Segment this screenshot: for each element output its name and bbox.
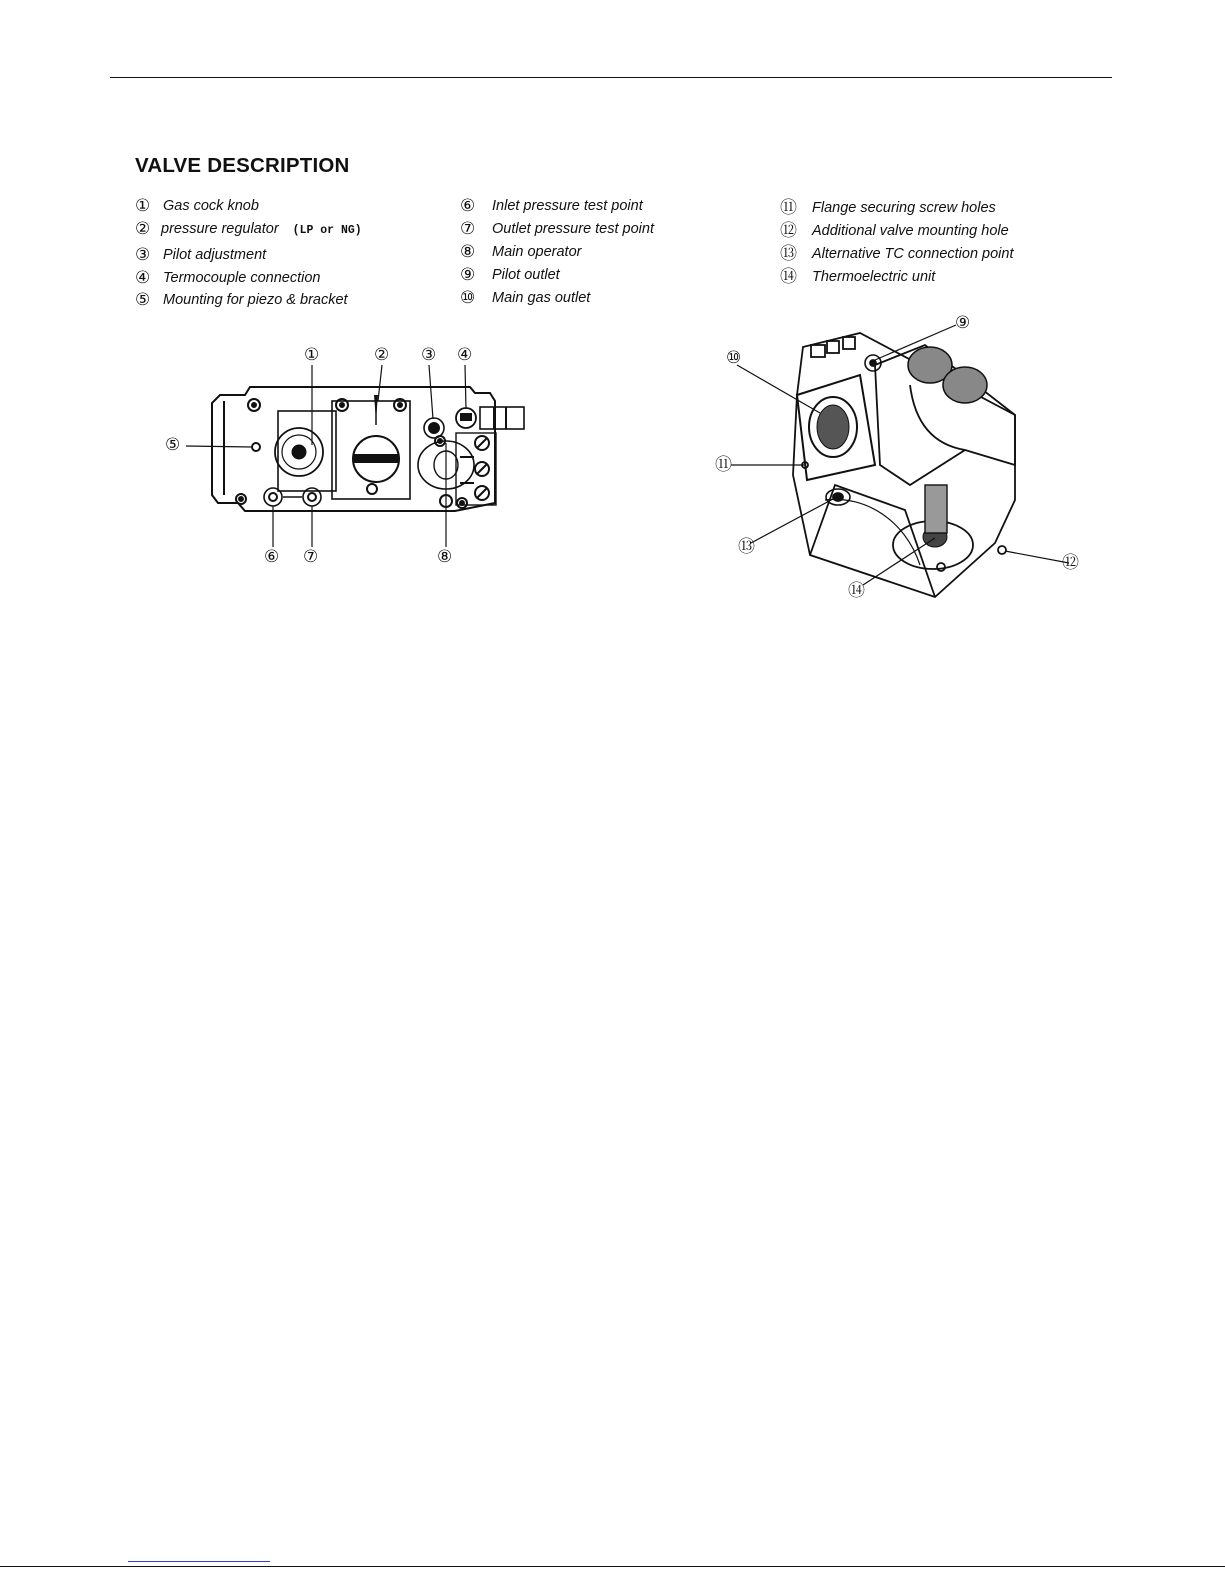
valve-rear-view [715,305,1095,605]
legend-number: ⑨ [460,265,476,284]
legend-number: ⑪ [780,198,797,217]
legend-text-row [161,220,362,240]
legend-text: Main gas outlet [492,290,591,306]
footer-link-underline[interactable] [128,1561,270,1562]
legend-text: Pilot outlet [492,267,560,283]
legend-number: ⑫ [780,221,797,240]
callout-2: ② [374,345,390,365]
legend-text: Alternative TC connection point [812,246,1014,262]
callout-7: ⑦ [303,547,319,567]
legend-number: ③ [135,245,151,264]
callout-1: ① [304,345,320,365]
legend-number: ⑭ [780,267,797,286]
legend-number: ⑤ [135,290,151,309]
legend-number: ⑦ [460,219,476,238]
legend-number: ④ [135,268,151,287]
legend-number: ⑩ [460,288,476,307]
legend-text: Termocouple connection [163,270,321,286]
callout-13: ⑬ [738,537,755,557]
legend-number: ② [135,219,151,238]
legend-text: Pilot adjustment [163,247,267,263]
legend-text: Outlet pressure test point [492,221,654,237]
callout-8: ⑧ [437,547,453,567]
callout-9: ⑨ [955,313,971,333]
valve-front-view [150,335,550,575]
legend-text: Thermoelectric unit [812,269,936,285]
callout-3: ③ [421,345,437,365]
legend-text: Additional valve mounting hole [812,223,1009,239]
page-title: VALVE DESCRIPTION [135,154,350,177]
callout-5: ⑤ [165,435,181,455]
legend-text: Mounting for piezo & bracket [163,292,348,308]
callout-6: ⑥ [264,547,280,567]
legend-note: (LP or NG) [292,224,362,237]
footer-rule [0,1566,1225,1567]
legend-text: Flange securing screw holes [812,200,996,216]
legend-text: Main operator [492,244,582,260]
callout-10: ⑩ [726,348,742,368]
header-rule [110,77,1112,78]
legend-number: ① [135,196,151,215]
legend-text: Inlet pressure test point [492,198,643,214]
callout-4: ④ [457,345,473,365]
legend-text: pressure regulator [161,221,279,237]
callout-11: ⑪ [715,455,732,475]
legend-number: ⑥ [460,196,476,215]
callout-12: ⑫ [1062,553,1079,573]
legend-text: Gas cock knob [163,198,259,214]
legend-number: ⑧ [460,242,476,261]
legend-number: ⑬ [780,244,797,263]
callout-14: ⑭ [848,581,865,601]
